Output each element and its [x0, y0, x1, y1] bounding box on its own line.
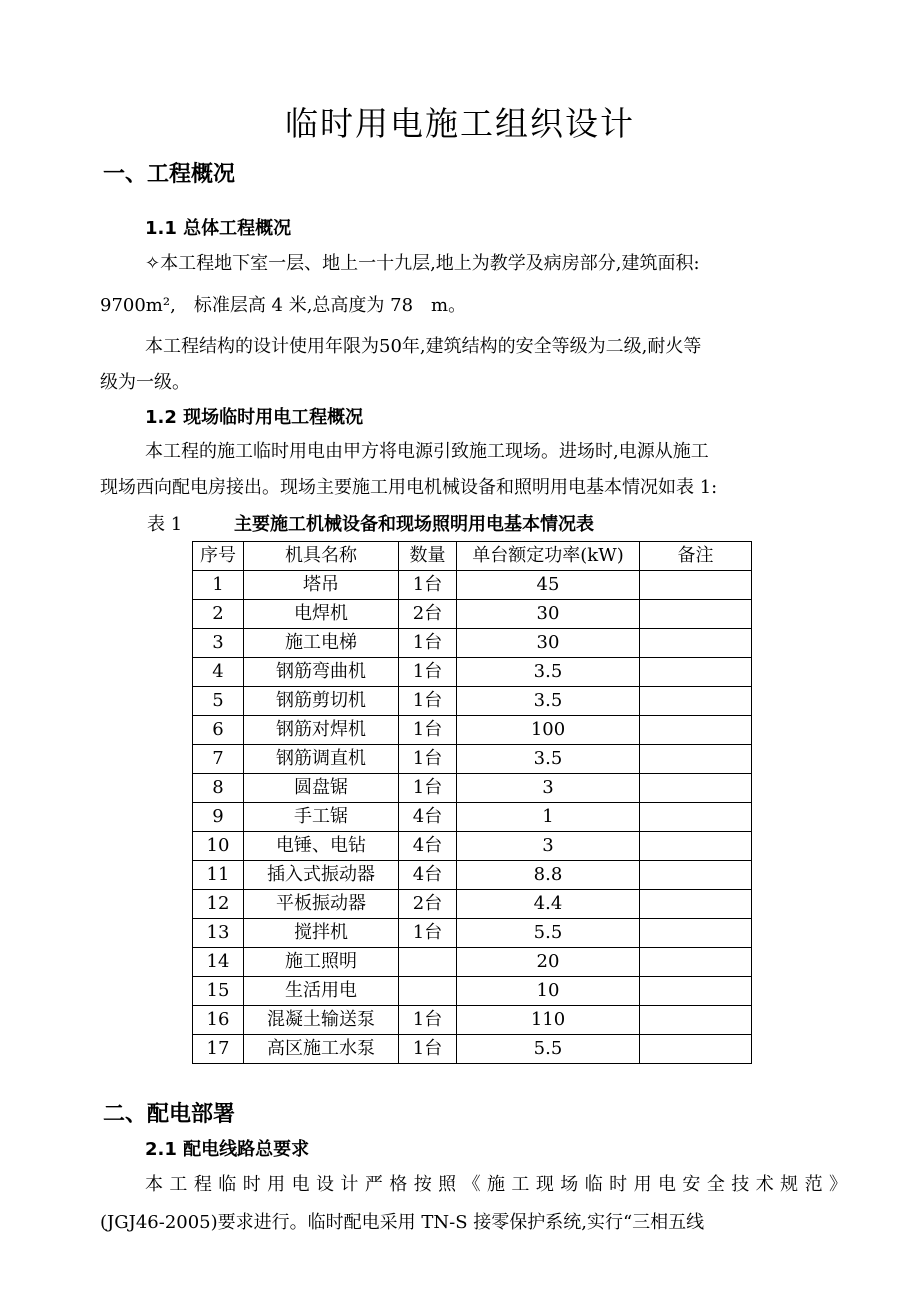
- table-row: [193, 571, 752, 600]
- table-cell: [399, 977, 457, 1006]
- table-cell: 钢筋剪切机: [244, 687, 399, 716]
- table-cell: 3.5: [457, 658, 640, 687]
- table-cell: 手工锯: [244, 803, 399, 832]
- table-cell: 20: [457, 948, 640, 977]
- table-caption-number: 表 1: [147, 514, 183, 535]
- table-caption-title: 主要施工机械设备和现场照明用电基本情况表: [234, 514, 594, 535]
- table-cell: 1: [457, 803, 640, 832]
- table-cell: 1: [193, 571, 244, 600]
- table-cell: 3: [193, 629, 244, 658]
- table-cell: 30: [457, 629, 640, 658]
- table-row: [193, 832, 752, 861]
- table-cell: 平板振动器: [244, 890, 399, 919]
- table-cell: 30: [457, 600, 640, 629]
- table-cell: 1台: [399, 1006, 457, 1035]
- table-cell: 高区施工水泵: [244, 1035, 399, 1064]
- table-cell: 5.5: [457, 919, 640, 948]
- table-cell: 7: [193, 745, 244, 774]
- table-cell: 17: [193, 1035, 244, 1064]
- table-cell: 12: [193, 890, 244, 919]
- table-header-cell: 备注: [640, 542, 752, 571]
- table-cell: 钢筋调直机: [244, 745, 399, 774]
- table-cell: 100: [457, 716, 640, 745]
- table-cell: [640, 832, 752, 861]
- paragraph-2-1-line-1: 本工程临时用电设计严格按照《施工现场临时用电安全技术规范》: [145, 1174, 847, 1195]
- table-cell: 4台: [399, 832, 457, 861]
- table-row: [193, 977, 752, 1006]
- table-cell: 15: [193, 977, 244, 1006]
- paragraph-1-1b-line-2: 级为一级。: [100, 372, 190, 393]
- table-cell: 搅拌机: [244, 919, 399, 948]
- table-cell: 1台: [399, 1035, 457, 1064]
- subsection-1-2-heading: 1.2 现场临时用电工程概况: [145, 407, 364, 428]
- table-cell: 电焊机: [244, 600, 399, 629]
- table-cell: 1台: [399, 629, 457, 658]
- table-cell: 钢筋弯曲机: [244, 658, 399, 687]
- table-cell: 1台: [399, 774, 457, 803]
- table-row: [193, 948, 752, 977]
- paragraph-1-1-line-1: ✧本工程地下室一层、地上一十九层,地上为教学及病房部分,建筑面积:: [145, 253, 700, 274]
- table-cell: 圆盘锯: [244, 774, 399, 803]
- table-row: [193, 600, 752, 629]
- table-cell: 1台: [399, 919, 457, 948]
- table-cell: 施工照明: [244, 948, 399, 977]
- table-row: [193, 919, 752, 948]
- table-cell: 45: [457, 571, 640, 600]
- table-row: [193, 890, 752, 919]
- table-cell: 10: [457, 977, 640, 1006]
- table-cell: 1台: [399, 745, 457, 774]
- table-cell: [640, 687, 752, 716]
- subsection-2-1-heading: 2.1 配电线路总要求: [145, 1139, 310, 1160]
- table-cell: 1台: [399, 687, 457, 716]
- table-cell: 2: [193, 600, 244, 629]
- section-1-heading: 一、工程概况: [103, 162, 236, 187]
- table-cell: [640, 658, 752, 687]
- section-2-heading: 二、配电部署: [103, 1102, 236, 1127]
- page-title: 临时用电施工组织设计: [285, 104, 635, 143]
- table-row: [193, 1035, 752, 1064]
- table-cell: 钢筋对焊机: [244, 716, 399, 745]
- table-cell: [640, 629, 752, 658]
- table-cell: [640, 861, 752, 890]
- table-row: [193, 658, 752, 687]
- table-cell: 2台: [399, 600, 457, 629]
- table-header-row: [193, 542, 752, 571]
- table-cell: [640, 571, 752, 600]
- table-cell: [399, 948, 457, 977]
- table-cell: 6: [193, 716, 244, 745]
- table-cell: 4台: [399, 861, 457, 890]
- table-cell: 1台: [399, 571, 457, 600]
- table-cell: 施工电梯: [244, 629, 399, 658]
- table-cell: 11: [193, 861, 244, 890]
- equipment-table: [192, 541, 752, 1064]
- table-cell: [640, 745, 752, 774]
- table-cell: 1台: [399, 716, 457, 745]
- table-cell: 10: [193, 832, 244, 861]
- subsection-1-1-heading: 1.1 总体工程概况: [145, 218, 292, 239]
- table-cell: [640, 1035, 752, 1064]
- table-cell: [640, 803, 752, 832]
- table-header-cell: 序号: [193, 542, 244, 571]
- table-cell: [640, 919, 752, 948]
- table-header-cell: 机具名称: [244, 542, 399, 571]
- paragraph-1-1b-line-1: 本工程结构的设计使用年限为50年,建筑结构的安全等级为二级,耐火等: [145, 336, 702, 357]
- table-cell: [640, 948, 752, 977]
- table-cell: 4.4: [457, 890, 640, 919]
- table-cell: 4: [193, 658, 244, 687]
- table-row: [193, 716, 752, 745]
- table-row: [193, 861, 752, 890]
- table-cell: 5.5: [457, 1035, 640, 1064]
- table-cell: 13: [193, 919, 244, 948]
- table-row: [193, 745, 752, 774]
- table-header-cell: 数量: [399, 542, 457, 571]
- table-cell: [640, 774, 752, 803]
- paragraph-2-1-line-2: (JGJ46-2005)要求进行。临时配电采用 TN-S 接零保护系统,实行“三相五线: [100, 1212, 705, 1233]
- table-cell: 4台: [399, 803, 457, 832]
- table-cell: 5: [193, 687, 244, 716]
- table-cell: 插入式振动器: [244, 861, 399, 890]
- table-row: [193, 803, 752, 832]
- table-cell: [640, 716, 752, 745]
- table-cell: 混凝土输送泵: [244, 1006, 399, 1035]
- table-cell: 3: [457, 832, 640, 861]
- paragraph-1-2-line-1: 本工程的施工临时用电由甲方将电源引致施工现场。进场时,电源从施工: [145, 441, 709, 462]
- table-cell: 电锤、电钻: [244, 832, 399, 861]
- table-cell: 16: [193, 1006, 244, 1035]
- table-cell: 14: [193, 948, 244, 977]
- paragraph-1-1-line-2: 9700m², 标准层高 4 米,总高度为 78 m。: [100, 295, 467, 316]
- table-cell: [640, 600, 752, 629]
- table-cell: 生活用电: [244, 977, 399, 1006]
- table-cell: 8: [193, 774, 244, 803]
- table-cell: 1台: [399, 658, 457, 687]
- table-header-cell: 单台额定功率(kW): [457, 542, 640, 571]
- table-row: [193, 774, 752, 803]
- table-cell: [640, 890, 752, 919]
- table-cell: 2台: [399, 890, 457, 919]
- table-row: [193, 629, 752, 658]
- table-cell: 塔吊: [244, 571, 399, 600]
- table-cell: 3.5: [457, 745, 640, 774]
- table-cell: 3: [457, 774, 640, 803]
- table-cell: 8.8: [457, 861, 640, 890]
- table-cell: [640, 1006, 752, 1035]
- table-cell: 9: [193, 803, 244, 832]
- paragraph-1-2-line-2: 现场西向配电房接出。现场主要施工用电机械设备和照明用电基本情况如表 1:: [100, 477, 718, 498]
- table-cell: 110: [457, 1006, 640, 1035]
- table-row: [193, 687, 752, 716]
- table-cell: 3.5: [457, 687, 640, 716]
- table-row: [193, 1006, 752, 1035]
- table-cell: [640, 977, 752, 1006]
